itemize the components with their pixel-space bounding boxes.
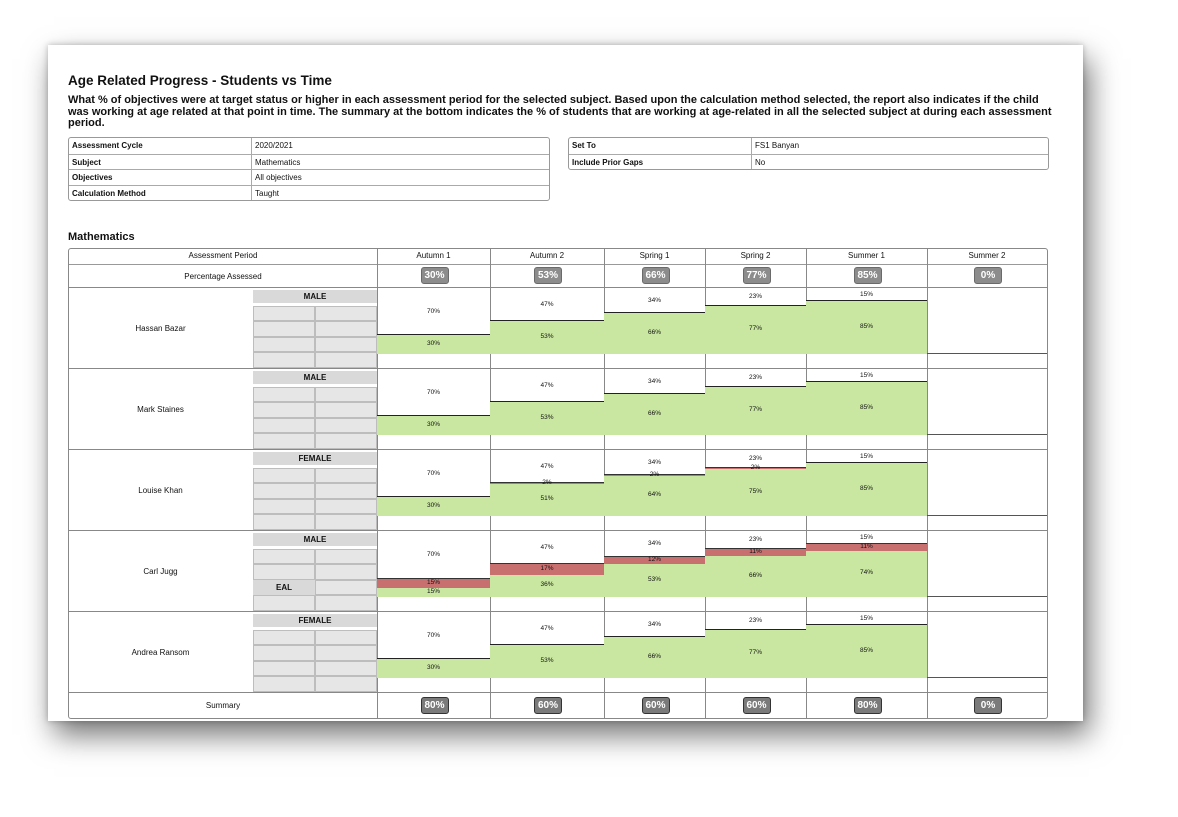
student-name: Andrea Ransom: [131, 648, 190, 657]
student-name: Carl Jugg: [143, 567, 178, 576]
on-target-label: 66%: [748, 571, 762, 579]
target-line: [705, 305, 806, 306]
on-target-label: 75%: [748, 487, 762, 495]
on-target-label: 53%: [540, 332, 554, 340]
below-target-label: 15%: [426, 578, 440, 586]
not-met-label: 23%: [748, 617, 762, 624]
not-met-label: 47%: [540, 624, 554, 632]
on-target-label: 36%: [540, 581, 554, 588]
not-met-label: 15%: [859, 534, 873, 541]
summary-badge: 60%: [534, 697, 562, 714]
target-line: [806, 300, 927, 301]
target-line: [377, 496, 490, 497]
attribute-cell: [253, 564, 315, 580]
not-met-label: 23%: [748, 536, 762, 543]
on-target-label: 30%: [426, 663, 440, 671]
not-met-label: 23%: [748, 374, 762, 381]
attribute-cell: [253, 352, 315, 368]
grid-line: [69, 287, 1047, 288]
below-target-label: 2%: [542, 478, 552, 486]
on-target-label: 85%: [859, 646, 873, 654]
attribute-cell: [253, 499, 315, 515]
attribute-cell: [253, 418, 315, 434]
attribute-cell: [315, 661, 377, 677]
percentage-assessed-badge: 77%: [743, 267, 771, 284]
on-target-label: 66%: [647, 328, 661, 336]
student-gender-tag: MALE: [253, 533, 377, 546]
not-met-label: 15%: [859, 291, 873, 298]
not-met-label: 15%: [859, 372, 873, 379]
percentage-assessed-badge: 30%: [421, 267, 449, 284]
target-line: [604, 393, 705, 394]
grid-line: [69, 449, 1047, 450]
period-header: Spring 2: [740, 251, 771, 260]
attribute-cell: [253, 645, 315, 661]
attribute-cell: [315, 418, 377, 434]
info-row: [69, 169, 549, 185]
not-met-label: 23%: [748, 293, 762, 300]
not-met-label: 23%: [748, 455, 762, 462]
summary-badge: 80%: [854, 697, 882, 714]
target-line: [490, 320, 604, 321]
on-target-label: 53%: [540, 656, 554, 664]
attribute-cell: [253, 402, 315, 418]
target-line: [705, 386, 806, 387]
grid-line: [377, 249, 378, 719]
info-value: Taught: [255, 188, 280, 198]
info-label: Assessment Cycle: [69, 138, 252, 154]
summary-badge: 0%: [974, 697, 1002, 714]
attribute-cell: [315, 564, 377, 580]
info-row: [569, 138, 1048, 154]
student-name: Louise Khan: [138, 486, 183, 495]
not-met-label: 34%: [647, 377, 661, 385]
student-attribute-tag: EAL: [253, 580, 315, 595]
student-name: Hassan Bazar: [135, 324, 186, 333]
not-met-label: 70%: [426, 551, 440, 558]
info-row: [569, 154, 1048, 170]
attribute-cell: [315, 337, 377, 353]
target-line: [490, 644, 604, 645]
grid-line: [927, 249, 928, 719]
period-header: Spring 1: [639, 251, 670, 260]
not-met-label: 34%: [647, 458, 661, 466]
attribute-cell: [315, 676, 377, 692]
on-target-label: 64%: [647, 491, 661, 498]
not-met-label: 15%: [859, 615, 873, 622]
on-target-label: 66%: [647, 652, 661, 660]
below-target-label: 2%: [649, 470, 660, 478]
attribute-cell: [315, 514, 377, 530]
not-met-label: 70%: [426, 307, 440, 315]
not-met-label: 47%: [540, 300, 554, 308]
target-line: [604, 636, 705, 637]
attribute-cell: [253, 595, 315, 611]
not-met-label: 70%: [426, 388, 440, 396]
on-target-label: 77%: [748, 325, 762, 332]
target-line: [604, 312, 705, 313]
percentage-assessed-badge: 53%: [534, 267, 562, 284]
on-target-label: 77%: [748, 406, 762, 413]
not-met-label: 47%: [540, 462, 554, 470]
below-target-label: 12%: [647, 555, 661, 563]
target-line: [806, 624, 927, 625]
percentage-assessed-badge: 0%: [974, 267, 1002, 284]
info-value: All objectives: [255, 173, 302, 182]
not-met-label: 47%: [540, 543, 554, 551]
attribute-cell: [253, 387, 315, 403]
not-met-label: 34%: [647, 540, 661, 547]
period-header: Autumn 2: [529, 251, 565, 260]
on-target-label: 30%: [426, 420, 440, 428]
info-value: FS1 Banyan: [755, 141, 800, 150]
grid-line: [69, 692, 1047, 693]
below-target-label: 17%: [540, 564, 554, 572]
on-target-label: 53%: [647, 575, 661, 583]
report-title: Age Related Progress - Students vs Time: [68, 73, 332, 88]
info-label: Include Prior Gaps: [569, 155, 752, 170]
attribute-cell: [253, 337, 315, 353]
on-target-label: 85%: [859, 403, 873, 411]
info-value: No: [755, 157, 766, 167]
attribute-cell: [253, 483, 315, 499]
not-met-label: 47%: [540, 381, 554, 389]
attribute-cell: [253, 306, 315, 322]
attribute-cell: [315, 306, 377, 322]
summary-badge: 60%: [642, 697, 670, 714]
target-line: [377, 415, 490, 416]
attribute-cell: [315, 499, 377, 515]
attribute-cell: [315, 352, 377, 368]
period-header: Summer 2: [968, 251, 1006, 260]
grid-line: [69, 264, 1047, 265]
student-gender-tag: FEMALE: [253, 614, 377, 627]
below-target-label: 11%: [860, 542, 873, 550]
on-target-label: 85%: [859, 322, 873, 330]
summary-label: Summary: [205, 701, 241, 710]
info-label: Objectives: [69, 170, 252, 185]
below-target-label: 11%: [749, 547, 762, 555]
attribute-cell: [253, 433, 315, 449]
below-target-label: 2%: [750, 463, 761, 471]
info-row: [69, 138, 549, 154]
attribute-cell: [315, 483, 377, 499]
student-name: Mark Staines: [137, 405, 184, 414]
not-met-label: 34%: [647, 296, 661, 304]
target-line: [377, 334, 490, 335]
on-target-label: 51%: [540, 495, 554, 502]
info-label: Set To: [569, 138, 752, 154]
attribute-cell: [315, 549, 377, 565]
summary-badge: 60%: [743, 697, 771, 714]
attribute-cell: [315, 645, 377, 661]
target-line: [705, 629, 806, 630]
period-header: Autumn 1: [416, 251, 451, 260]
attribute-cell: [315, 402, 377, 418]
grid-line: [69, 530, 1047, 531]
on-target-label: 74%: [859, 569, 873, 576]
not-met-label: 70%: [426, 631, 440, 639]
progress-table: [68, 248, 1048, 719]
section-title: Mathematics: [68, 231, 135, 243]
report-description: What % of objectives were at target status or higher in each assessment period for the selected subject. Based upon the calculation method selected, the report also indicates if the child was working at age related at that point in time. The summary at the bottom indicates the % of students that are working at age-related in all the selected subject at during each assessment period.: [68, 94, 1052, 129]
grid-line: [69, 611, 1047, 612]
attribute-cell: [315, 595, 377, 611]
target-line: [806, 381, 927, 382]
on-target-label: 15%: [426, 587, 440, 595]
not-met-label: 34%: [647, 620, 661, 628]
not-met-label: 70%: [426, 469, 440, 477]
info-row: [69, 185, 549, 201]
percentage-assessed-badge: 66%: [642, 267, 670, 284]
info-table-right: [568, 137, 1049, 170]
on-target-label: 77%: [748, 649, 762, 656]
on-target-label: 30%: [426, 501, 440, 509]
attribute-cell: [315, 468, 377, 484]
grid-line: [69, 368, 1047, 369]
percentage-assessed-label: Percentage Assessed: [184, 272, 262, 281]
attribute-cell: [253, 661, 315, 677]
target-line: [490, 401, 604, 402]
target-line: [806, 462, 927, 463]
attribute-cell: [315, 387, 377, 403]
summary-badge: 80%: [421, 697, 449, 714]
on-target-label: 53%: [540, 413, 554, 421]
attribute-cell: [315, 580, 377, 596]
info-row: [69, 154, 549, 170]
student-gender-tag: FEMALE: [253, 452, 377, 465]
attribute-cell: [315, 433, 377, 449]
on-target-label: 30%: [426, 339, 440, 347]
info-value: 2020/2021: [255, 141, 293, 150]
on-target-label: 85%: [859, 484, 873, 492]
percentage-assessed-badge: 85%: [854, 267, 882, 284]
report-page: [48, 45, 1083, 721]
period-header: Summer 1: [848, 251, 885, 260]
info-value: Mathematics: [255, 157, 301, 167]
student-gender-tag: MALE: [253, 290, 377, 303]
attribute-cell: [253, 630, 315, 646]
info-label: Subject: [69, 155, 252, 170]
attribute-cell: [253, 468, 315, 484]
attribute-cell: [253, 514, 315, 530]
target-line: [377, 658, 490, 659]
attribute-cell: [315, 321, 377, 337]
attribute-cell: [253, 549, 315, 565]
attribute-cell: [253, 321, 315, 337]
attribute-cell: [315, 630, 377, 646]
student-gender-tag: MALE: [253, 371, 377, 384]
on-target-label: 66%: [647, 409, 661, 417]
info-table-left: [68, 137, 550, 201]
not-met-label: 15%: [859, 453, 873, 460]
info-label: Calculation Method: [69, 186, 252, 201]
assessment-period-header: Assessment Period: [188, 251, 258, 260]
attribute-cell: [253, 676, 315, 692]
